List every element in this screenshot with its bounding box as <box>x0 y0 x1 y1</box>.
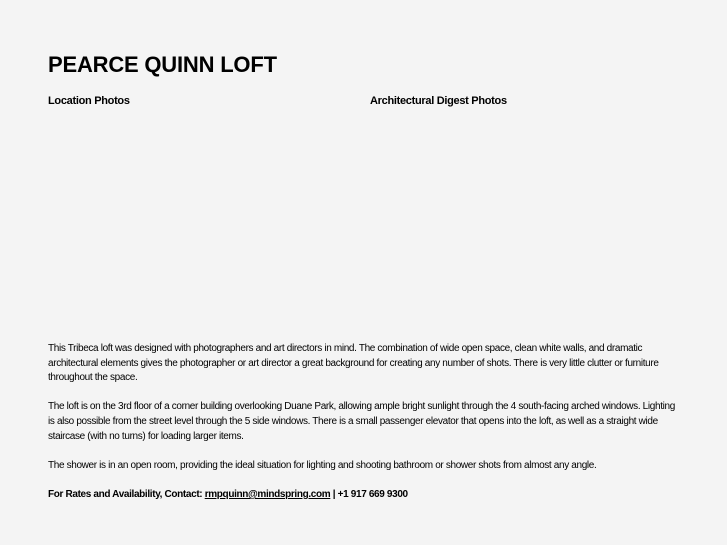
contact-phone: +1 917 669 9300 <box>337 488 408 500</box>
location-photos-area <box>48 115 348 325</box>
architectural-digest-photos-area <box>370 115 670 325</box>
page-title: PEARCE QUINN LOFT <box>48 52 277 77</box>
contact-separator: | <box>332 488 336 500</box>
contact-line <box>48 488 680 503</box>
description-paragraph-1: This Tribeca loft was designed with photographers and art directors in mind. The combination of wide open space, clean white walls, and dramatic architectural elements gives the photographer or art director a great background for creating any number of shots. There is very little clutter or furniture throughout the space. <box>48 343 659 384</box>
description-paragraph-3: The shower is in an open room, providing the ideal situation for lighting and shooting bathroom or shower shots from almost any angle. <box>48 459 597 471</box>
architectural-digest-photos-heading: Architectural Digest Photos <box>370 95 507 107</box>
description <box>48 342 680 517</box>
contact-prefix: For Rates and Availability, Contact: <box>48 488 203 500</box>
location-photos-heading: Location Photos <box>48 95 130 107</box>
description-paragraph-2: The loft is on the 3rd floor of a corner building overlooking Duane Park, allowing ample bright sunlight through the 4 south-facing arched windows. Lighting is also possible from the street level through the 5 side windows. There is a small passenger elevator that opens into the loft, as well as a straight wide staircase (with no turns) for loading larger items. <box>48 401 675 442</box>
contact-email-link[interactable]: rmpquinn@mindspring.com <box>204 488 331 500</box>
